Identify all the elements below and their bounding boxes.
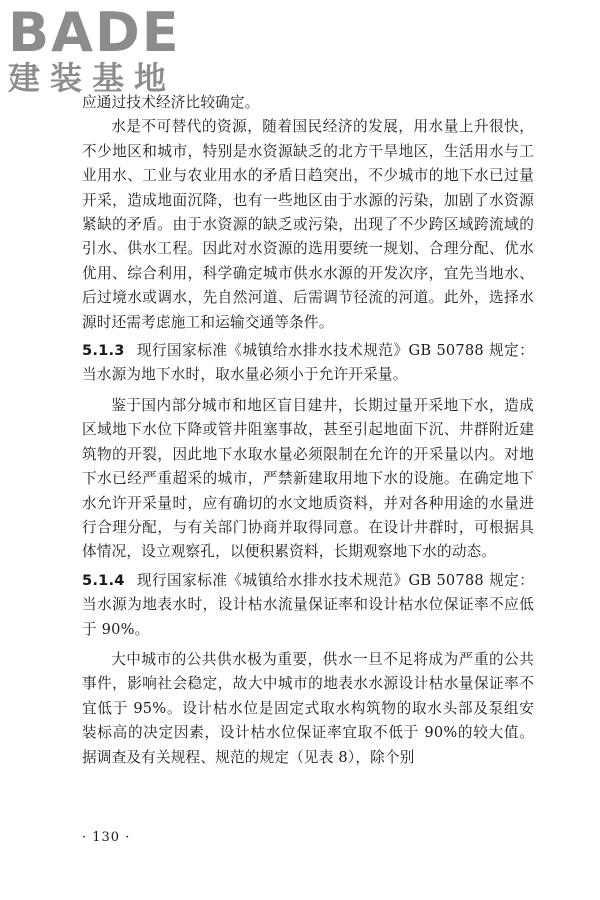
page-content	[82, 91, 534, 770]
watermark-logo	[8, 1, 181, 97]
watermark-chinese: 建装基地	[8, 59, 177, 97]
clause-number: 5.1.4	[82, 571, 125, 589]
paragraph: 水是不可替代的资源，随着国民经济的发展，用水量上升很快，不少地区和城市，特别是水资源缺乏的北方干旱地区，生活用水与工业用水、工业与农业用水的矛盾日趋突出，不少城市的地下水已过量开采，造成地面沉降，也有一些地区由于水源的污染，加剧了水资源紧缺的矛盾。由于水资源的缺乏或污染，出现了不少跨区域跨流域的引水、供水工程。因此对水资源的选用要统一规划、合理分配、优水优用、综合利用，科学确定城市供水水源的开发次序，宜先当地水、后过境水或调水，先自然河道、后需调节径流的河道。此外，选择水源时还需考虑施工和运输交通等条件。	[82, 118, 534, 331]
paragraph: 应通过技术经济比较确定。	[82, 94, 260, 111]
page-number: · 130 ·	[82, 830, 131, 845]
clause-5-1-3	[82, 339, 534, 388]
clause-5-1-4	[82, 569, 534, 642]
clause-text: 现行国家标准《城镇给水排水技术规范》GB 50788 规定：当水源为地表水时，设计枯水流量保证率和设计枯水位保证率不应低于 90%。	[82, 571, 534, 638]
clause-text: 现行国家标准《城镇给水排水技术规范》GB 50788 规定：当水源为地下水时，取水量必须小于允许开采量。	[82, 342, 534, 384]
watermark-latin: BADE	[8, 1, 181, 64]
paragraph: 鉴于国内部分城市和地区盲目建井，长期过量开采地下水，造成区域地下水位下降或管井阻塞事故，甚至引起地面下沉、井群附近建筑物的开裂，因此地下水取水量必须限制在允许的开采量以内。对地下水已经严重超采的城市，严禁新建取用地下水的设施。在确定地下水允许开采量时，应有确切的水文地质资料，并对各种用途的水量进行合理分配，与有关部门协商并取得同意。在设计井群时，可根据具体情况，设立观察孔，以便积累资料，长期观察地下水的动态。	[82, 396, 534, 561]
clause-number: 5.1.3	[82, 342, 125, 360]
paragraph: 大中城市的公共供水极为重要，供水一旦不足将成为严重的公共事件，影响社会稳定，故大中城市的地表水水源设计枯水量保证率不宜低于 95%。设计枯水位是固定式取水构筑物的取水头部及泵组安装标高的决定因素，设计枯水位保证率宜取不低于 90%的较大值。据调查及有关规程、规范的规定（见表 8），除个别	[82, 650, 534, 766]
